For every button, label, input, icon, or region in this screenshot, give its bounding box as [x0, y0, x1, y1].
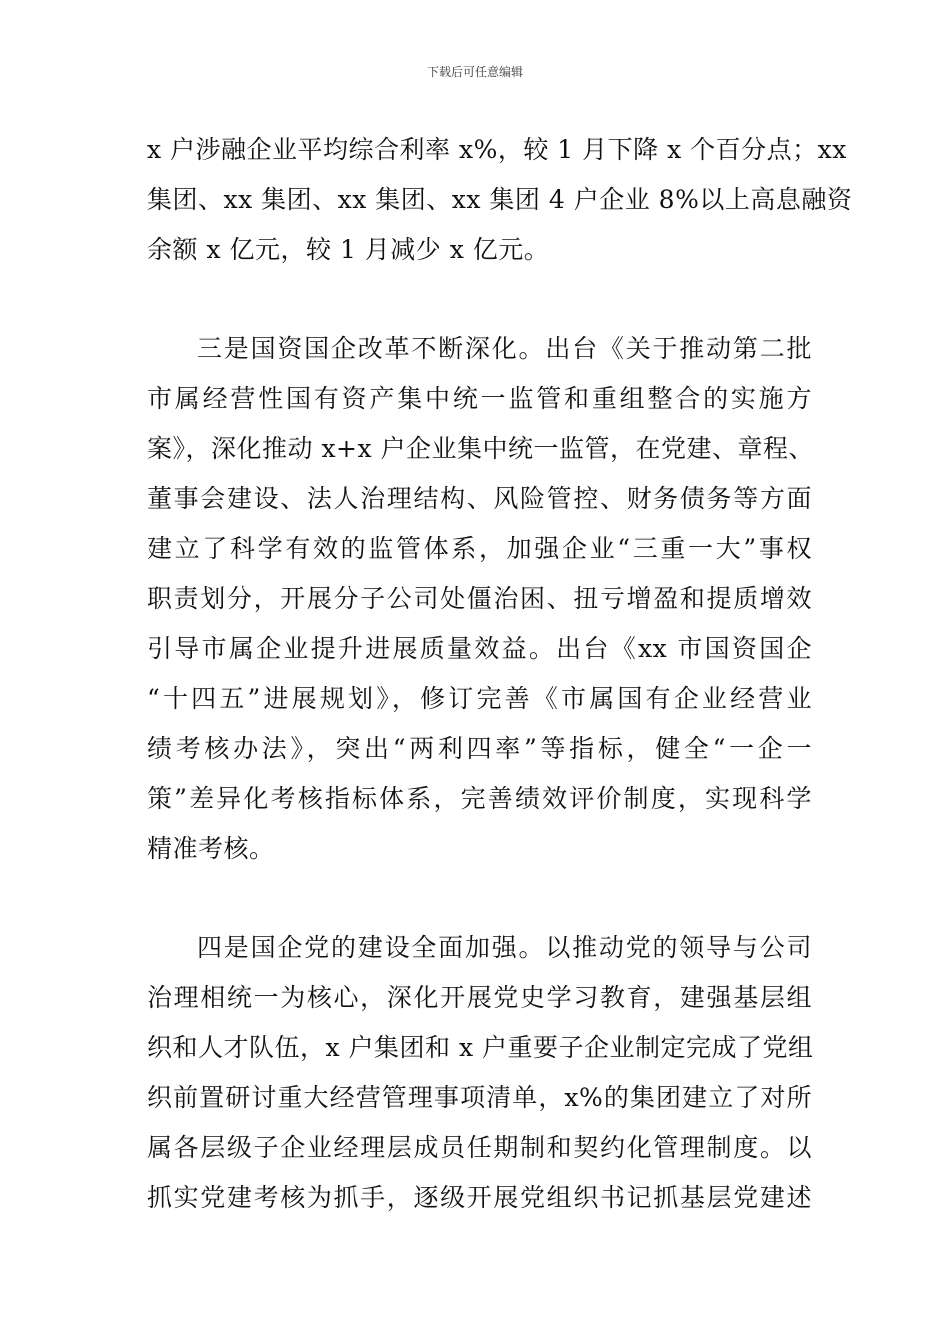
text-line: 案》，深化推动 x+x 户企业集中统一监管，在党建、章程、: [147, 434, 815, 463]
text-line: 织前置研讨重大经营管理事项清单，x%的集团建立了对所: [147, 1083, 812, 1112]
text-line: 市属经营性国有资产集中统一监管和重组整合的实施方: [147, 384, 812, 413]
text-line: x 户涉融企业平均综合利率 x%，较 1 月下降 x 个百分点；xx: [147, 135, 847, 164]
text-line: 集团、xx 集团、xx 集团、xx 集团 4 户企业 8%以上高息融资: [147, 185, 853, 214]
text-line: 治理相统一为核心，深化开展党史学习教育，建强基层组: [147, 983, 812, 1012]
document-body: [147, 125, 853, 1223]
paragraph-gap: [147, 275, 812, 324]
paragraph-2: [147, 324, 815, 874]
text-line: 织和人才队伍，x 户集团和 x 户重要子企业制定完成了党组: [147, 1033, 814, 1062]
paragraph-gap: [147, 874, 812, 923]
page-header: 下载后可任意编辑: [426, 65, 523, 79]
text-line: 职责划分，开展分子公司处僵治困、扭亏增盈和提质增效: [147, 584, 812, 613]
text-line: 余额 x 亿元，较 1 月减少 x 亿元。: [147, 235, 550, 264]
paragraph-3: [147, 923, 812, 1223]
text-line: 四是国企党的建设全面加强。以推动党的领导与公司: [197, 933, 812, 962]
text-line: 策”差异化考核指标体系，完善绩效评价制度，实现科学: [147, 784, 812, 813]
text-line: 董事会建设、法人治理结构、风险管控、财务债务等方面: [147, 484, 812, 513]
text-line: “十四五”进展规划》，修订完善《市属国有企业经营业: [147, 684, 812, 713]
text-line: 建立了科学有效的监管体系，加强企业“三重一大”事权: [147, 534, 812, 563]
paragraph-1: [147, 125, 853, 275]
text-line: 绩考核办法》，突出“两利四率”等指标，健全“一企一: [147, 734, 812, 763]
text-line: 三是国资国企改革不断深化。出台《关于推动第二批: [197, 334, 812, 363]
text-line: 抓实党建考核为抓手，逐级开展党组织书记抓基层党建述: [147, 1183, 812, 1212]
text-line: 属各层级子企业经理层成员任期制和契约化管理制度。以: [147, 1133, 812, 1162]
text-line: 引导市属企业提升进展质量效益。出台《xx 市国资国企: [147, 634, 812, 663]
text-line: 精准考核。: [147, 834, 275, 863]
